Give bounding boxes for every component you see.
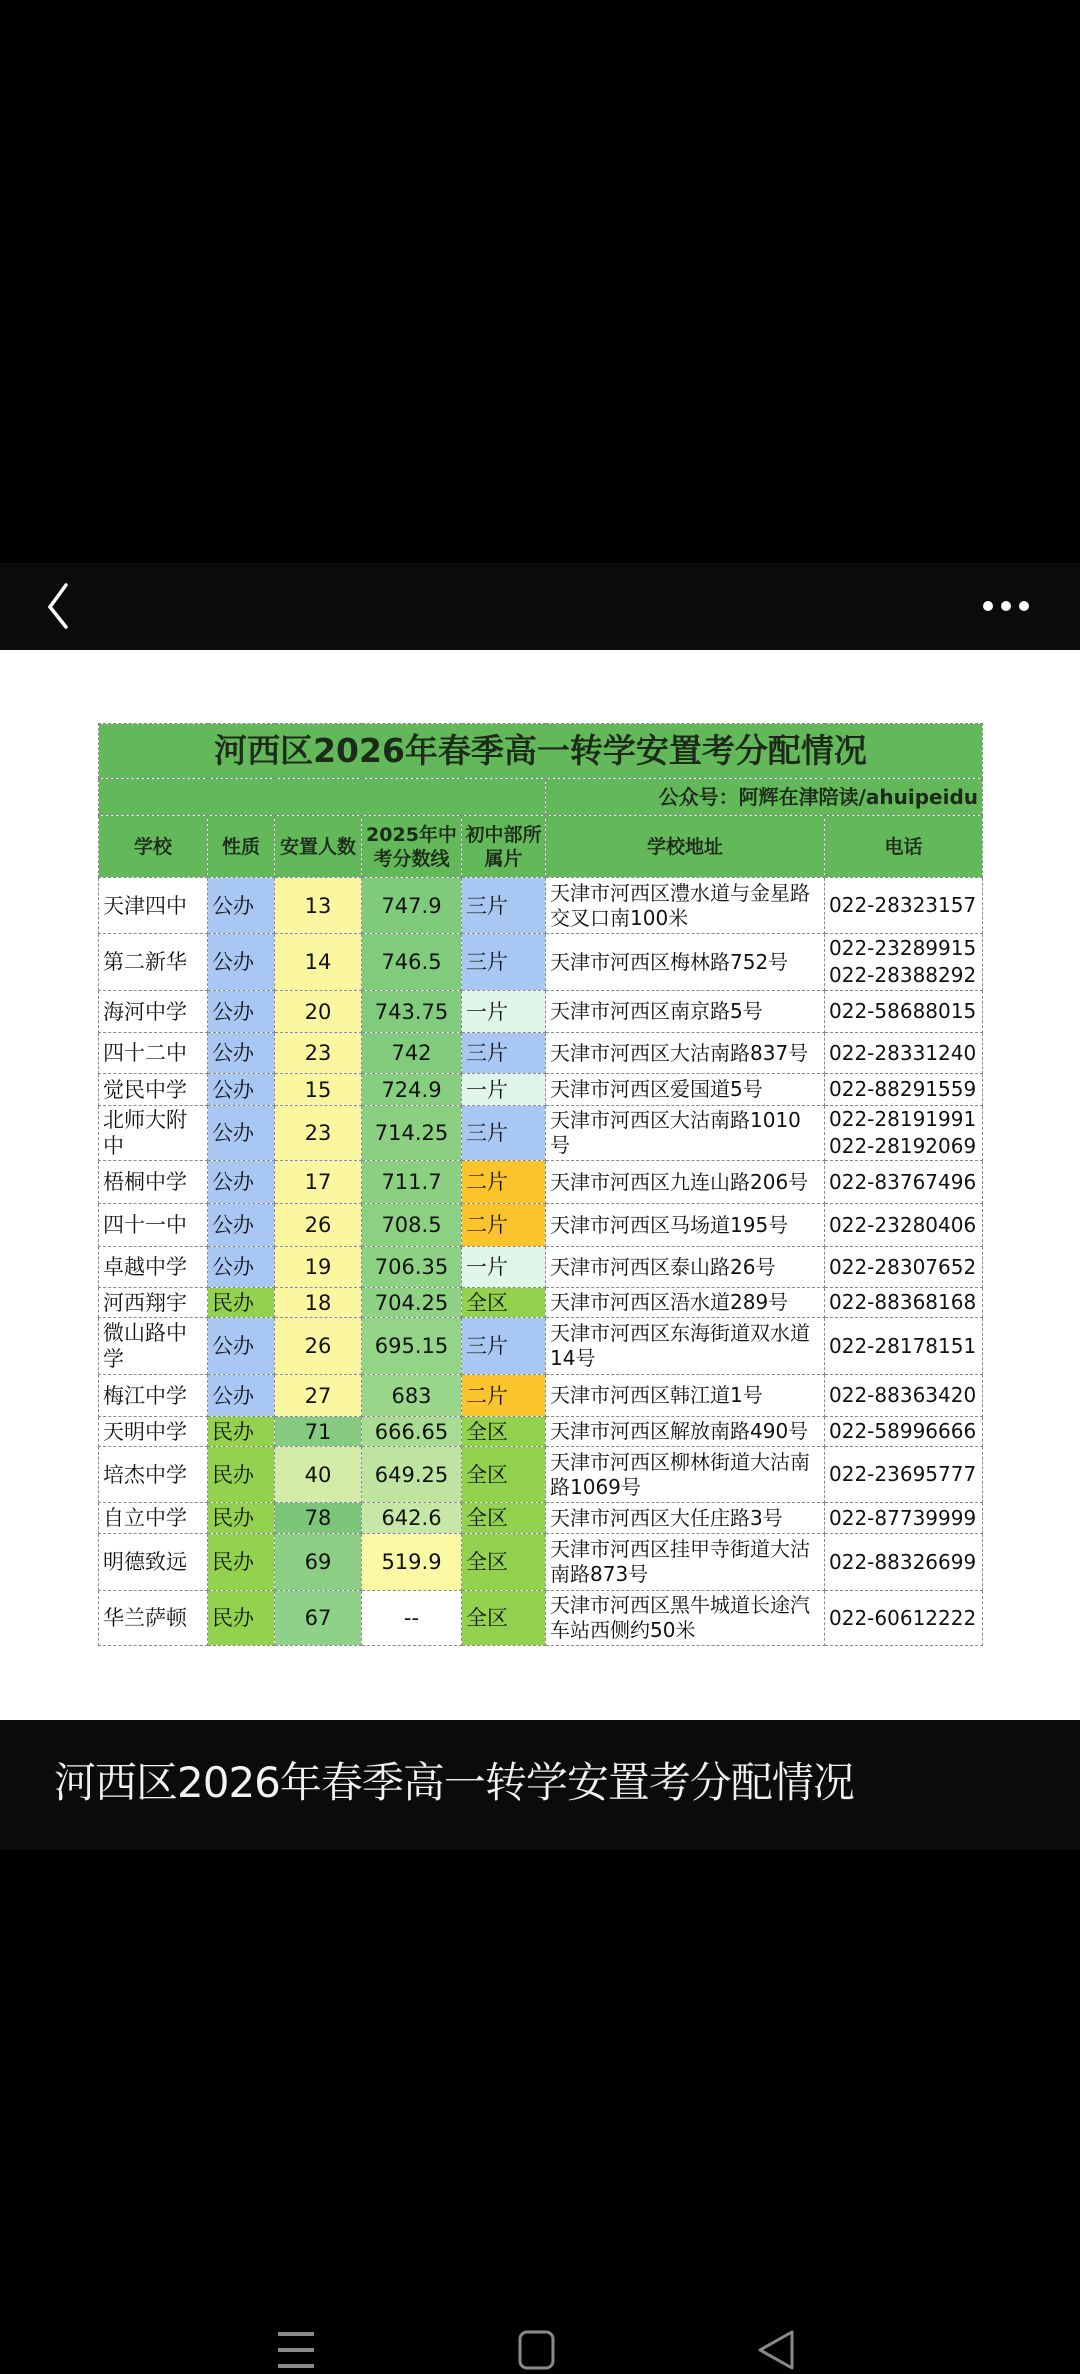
type-cell: 公办 [208,1318,275,1375]
school-cell: 卓越中学 [99,1247,208,1288]
school-cell: 北师大附中 [99,1106,208,1161]
phone-cell: 022-28178151 [825,1318,983,1375]
table-row [99,1503,983,1534]
region-cell: 全区 [462,1447,546,1503]
header-address: 学校地址 [546,816,825,878]
address-cell: 天津市河西区泰山路26号 [546,1247,825,1288]
school-cell: 梅江中学 [99,1375,208,1417]
count-cell: 18 [275,1288,362,1318]
region-cell: 一片 [462,1074,546,1106]
type-cell: 公办 [208,878,275,934]
allocation-table [98,723,983,1646]
phone-cell: 022-88326699 [825,1534,983,1591]
count-cell: 19 [275,1247,362,1288]
table-row [99,1375,983,1417]
address-cell: 天津市河西区大任庄路3号 [546,1503,825,1534]
header-type: 性质 [208,816,275,878]
type-cell: 公办 [208,1204,275,1247]
phone-cell: 022-28307652 [825,1247,983,1288]
region-cell: 二片 [462,1375,546,1417]
address-cell: 天津市河西区韩江道1号 [546,1375,825,1417]
score-cell: 706.35 [362,1247,462,1288]
region-cell: 三片 [462,934,546,991]
score-cell: 742 [362,1033,462,1074]
nav-back-button[interactable] [758,2330,796,2374]
school-cell: 天明中学 [99,1417,208,1447]
top-bar [0,563,1080,650]
phone-cell: 022-58996666 [825,1417,983,1447]
count-cell: 67 [275,1591,362,1646]
header-school: 学校 [99,816,208,878]
phone-cell: 022-83767496 [825,1161,983,1204]
region-cell: 三片 [462,1106,546,1161]
count-cell: 20 [275,991,362,1033]
type-cell: 民办 [208,1417,275,1447]
menu-button[interactable] [278,2330,316,2374]
image-content [0,650,1080,1720]
school-cell: 培杰中学 [99,1447,208,1503]
count-cell: 13 [275,878,362,934]
header-score: 2025年中考分数线 [362,816,462,878]
school-cell: 天津四中 [99,878,208,934]
region-cell: 一片 [462,1247,546,1288]
score-cell: 714.25 [362,1106,462,1161]
type-cell: 公办 [208,1033,275,1074]
school-cell: 四十一中 [99,1204,208,1247]
table-subtitle: 公众号：阿辉在津陪读/ahuipeidu [546,779,983,816]
phone-cell: 022-28191991 022-28192069 [825,1106,983,1161]
region-cell: 全区 [462,1591,546,1646]
table-row [99,1417,983,1447]
count-cell: 26 [275,1318,362,1375]
region-cell: 二片 [462,1204,546,1247]
region-cell: 三片 [462,878,546,934]
type-cell: 公办 [208,1106,275,1161]
header-region: 初中部所属片 [462,816,546,878]
address-cell: 天津市河西区马场道195号 [546,1204,825,1247]
score-cell: 708.5 [362,1204,462,1247]
type-cell: 公办 [208,1375,275,1417]
table-row [99,1161,983,1204]
score-cell: 746.5 [362,934,462,991]
table-row [99,1033,983,1074]
table-row [99,1591,983,1646]
table-row [99,1447,983,1503]
header-phone: 电话 [825,816,983,878]
back-button[interactable] [40,581,80,631]
phone-cell: 022-28323157 [825,878,983,934]
score-cell: 519.9 [362,1534,462,1591]
type-cell: 民办 [208,1591,275,1646]
score-cell: 747.9 [362,878,462,934]
phone-cell: 022-88368168 [825,1288,983,1318]
address-cell: 天津市河西区浯水道289号 [546,1288,825,1318]
image-caption [0,1720,1080,1850]
school-cell: 梧桐中学 [99,1161,208,1204]
school-cell: 华兰萨顿 [99,1591,208,1646]
type-cell: 民办 [208,1447,275,1503]
table-row [99,878,983,934]
caption-text: 河西区2026年春季高一转学安置考分配情况 [54,1758,854,1807]
phone-cell: 022-23695777 [825,1447,983,1503]
school-cell: 四十二中 [99,1033,208,1074]
count-cell: 15 [275,1074,362,1106]
school-cell: 微山路中学 [99,1318,208,1375]
school-cell: 觉民中学 [99,1074,208,1106]
region-cell: 全区 [462,1534,546,1591]
table-row [99,1204,983,1247]
count-cell: 14 [275,934,362,991]
table-row [99,1318,983,1375]
phone-cell: 022-60612222 [825,1591,983,1646]
school-cell: 海河中学 [99,991,208,1033]
score-cell: 724.9 [362,1074,462,1106]
region-cell: 全区 [462,1503,546,1534]
phone-cell: 022-23280406 [825,1204,983,1247]
score-cell: 743.75 [362,991,462,1033]
school-cell: 第二新华 [99,934,208,991]
type-cell: 民办 [208,1288,275,1318]
address-cell: 天津市河西区柳林街道大沽南路1069号 [546,1447,825,1503]
more-dots-icon [980,591,1036,621]
menu-icon [278,2330,316,2370]
phone-cell: 022-28331240 [825,1033,983,1074]
score-cell: 642.6 [362,1503,462,1534]
region-cell: 二片 [462,1161,546,1204]
subtitle-spacer [99,779,546,816]
count-cell: 71 [275,1417,362,1447]
phone-cell: 022-58688015 [825,991,983,1033]
count-cell: 23 [275,1033,362,1074]
score-cell: 666.65 [362,1417,462,1447]
phone-cell: 022-87739999 [825,1503,983,1534]
count-cell: 26 [275,1204,362,1247]
count-cell: 27 [275,1375,362,1417]
type-cell: 公办 [208,1247,275,1288]
back-triangle-icon [758,2330,796,2370]
chevron-left-icon [40,581,80,631]
score-cell: 649.25 [362,1447,462,1503]
count-cell: 69 [275,1534,362,1591]
count-cell: 40 [275,1447,362,1503]
table-row [99,1106,983,1161]
address-cell: 天津市河西区南京路5号 [546,991,825,1033]
type-cell: 民办 [208,1503,275,1534]
table-row [99,1288,983,1318]
system-nav-bar [0,2320,1080,2373]
phone-cell: 022-88291559 [825,1074,983,1106]
address-cell: 天津市河西区黑牛城道长途汽车站西侧约50米 [546,1591,825,1646]
count-cell: 17 [275,1161,362,1204]
more-button[interactable] [980,591,1036,621]
phone-cell: 022-23289915 022-28388292 [825,934,983,991]
score-cell: 711.7 [362,1161,462,1204]
type-cell: 公办 [208,1161,275,1204]
table-title: 河西区2026年春季高一转学安置考分配情况 [99,724,983,779]
address-cell: 天津市河西区挂甲寺街道大沽南路873号 [546,1534,825,1591]
score-cell: 704.25 [362,1288,462,1318]
count-cell: 78 [275,1503,362,1534]
table-row [99,991,983,1033]
count-cell: 23 [275,1106,362,1161]
score-cell: 683 [362,1375,462,1417]
address-cell: 天津市河西区九连山路206号 [546,1161,825,1204]
school-cell: 明德致远 [99,1534,208,1591]
region-cell: 三片 [462,1318,546,1375]
address-cell: 天津市河西区大沽南路837号 [546,1033,825,1074]
phone-cell: 022-88363420 [825,1375,983,1417]
region-cell: 一片 [462,991,546,1033]
address-cell: 天津市河西区解放南路490号 [546,1417,825,1447]
header-count: 安置人数 [275,816,362,878]
table-row [99,1534,983,1591]
table-row [99,934,983,991]
type-cell: 公办 [208,1074,275,1106]
score-cell: -- [362,1591,462,1646]
type-cell: 公办 [208,991,275,1033]
table-row [99,1074,983,1106]
address-cell: 天津市河西区梅林路752号 [546,934,825,991]
home-icon [518,2330,556,2370]
school-cell: 自立中学 [99,1503,208,1534]
table-row [99,1247,983,1288]
home-button[interactable] [518,2330,556,2374]
school-cell: 河西翔宇 [99,1288,208,1318]
address-cell: 天津市河西区澧水道与金星路交叉口南100米 [546,878,825,934]
address-cell: 天津市河西区东海街道双水道14号 [546,1318,825,1375]
region-cell: 三片 [462,1033,546,1074]
address-cell: 天津市河西区爱国道5号 [546,1074,825,1106]
region-cell: 全区 [462,1417,546,1447]
type-cell: 民办 [208,1534,275,1591]
type-cell: 公办 [208,934,275,991]
score-cell: 695.15 [362,1318,462,1375]
region-cell: 全区 [462,1288,546,1318]
address-cell: 天津市河西区大沽南路1010号 [546,1106,825,1161]
